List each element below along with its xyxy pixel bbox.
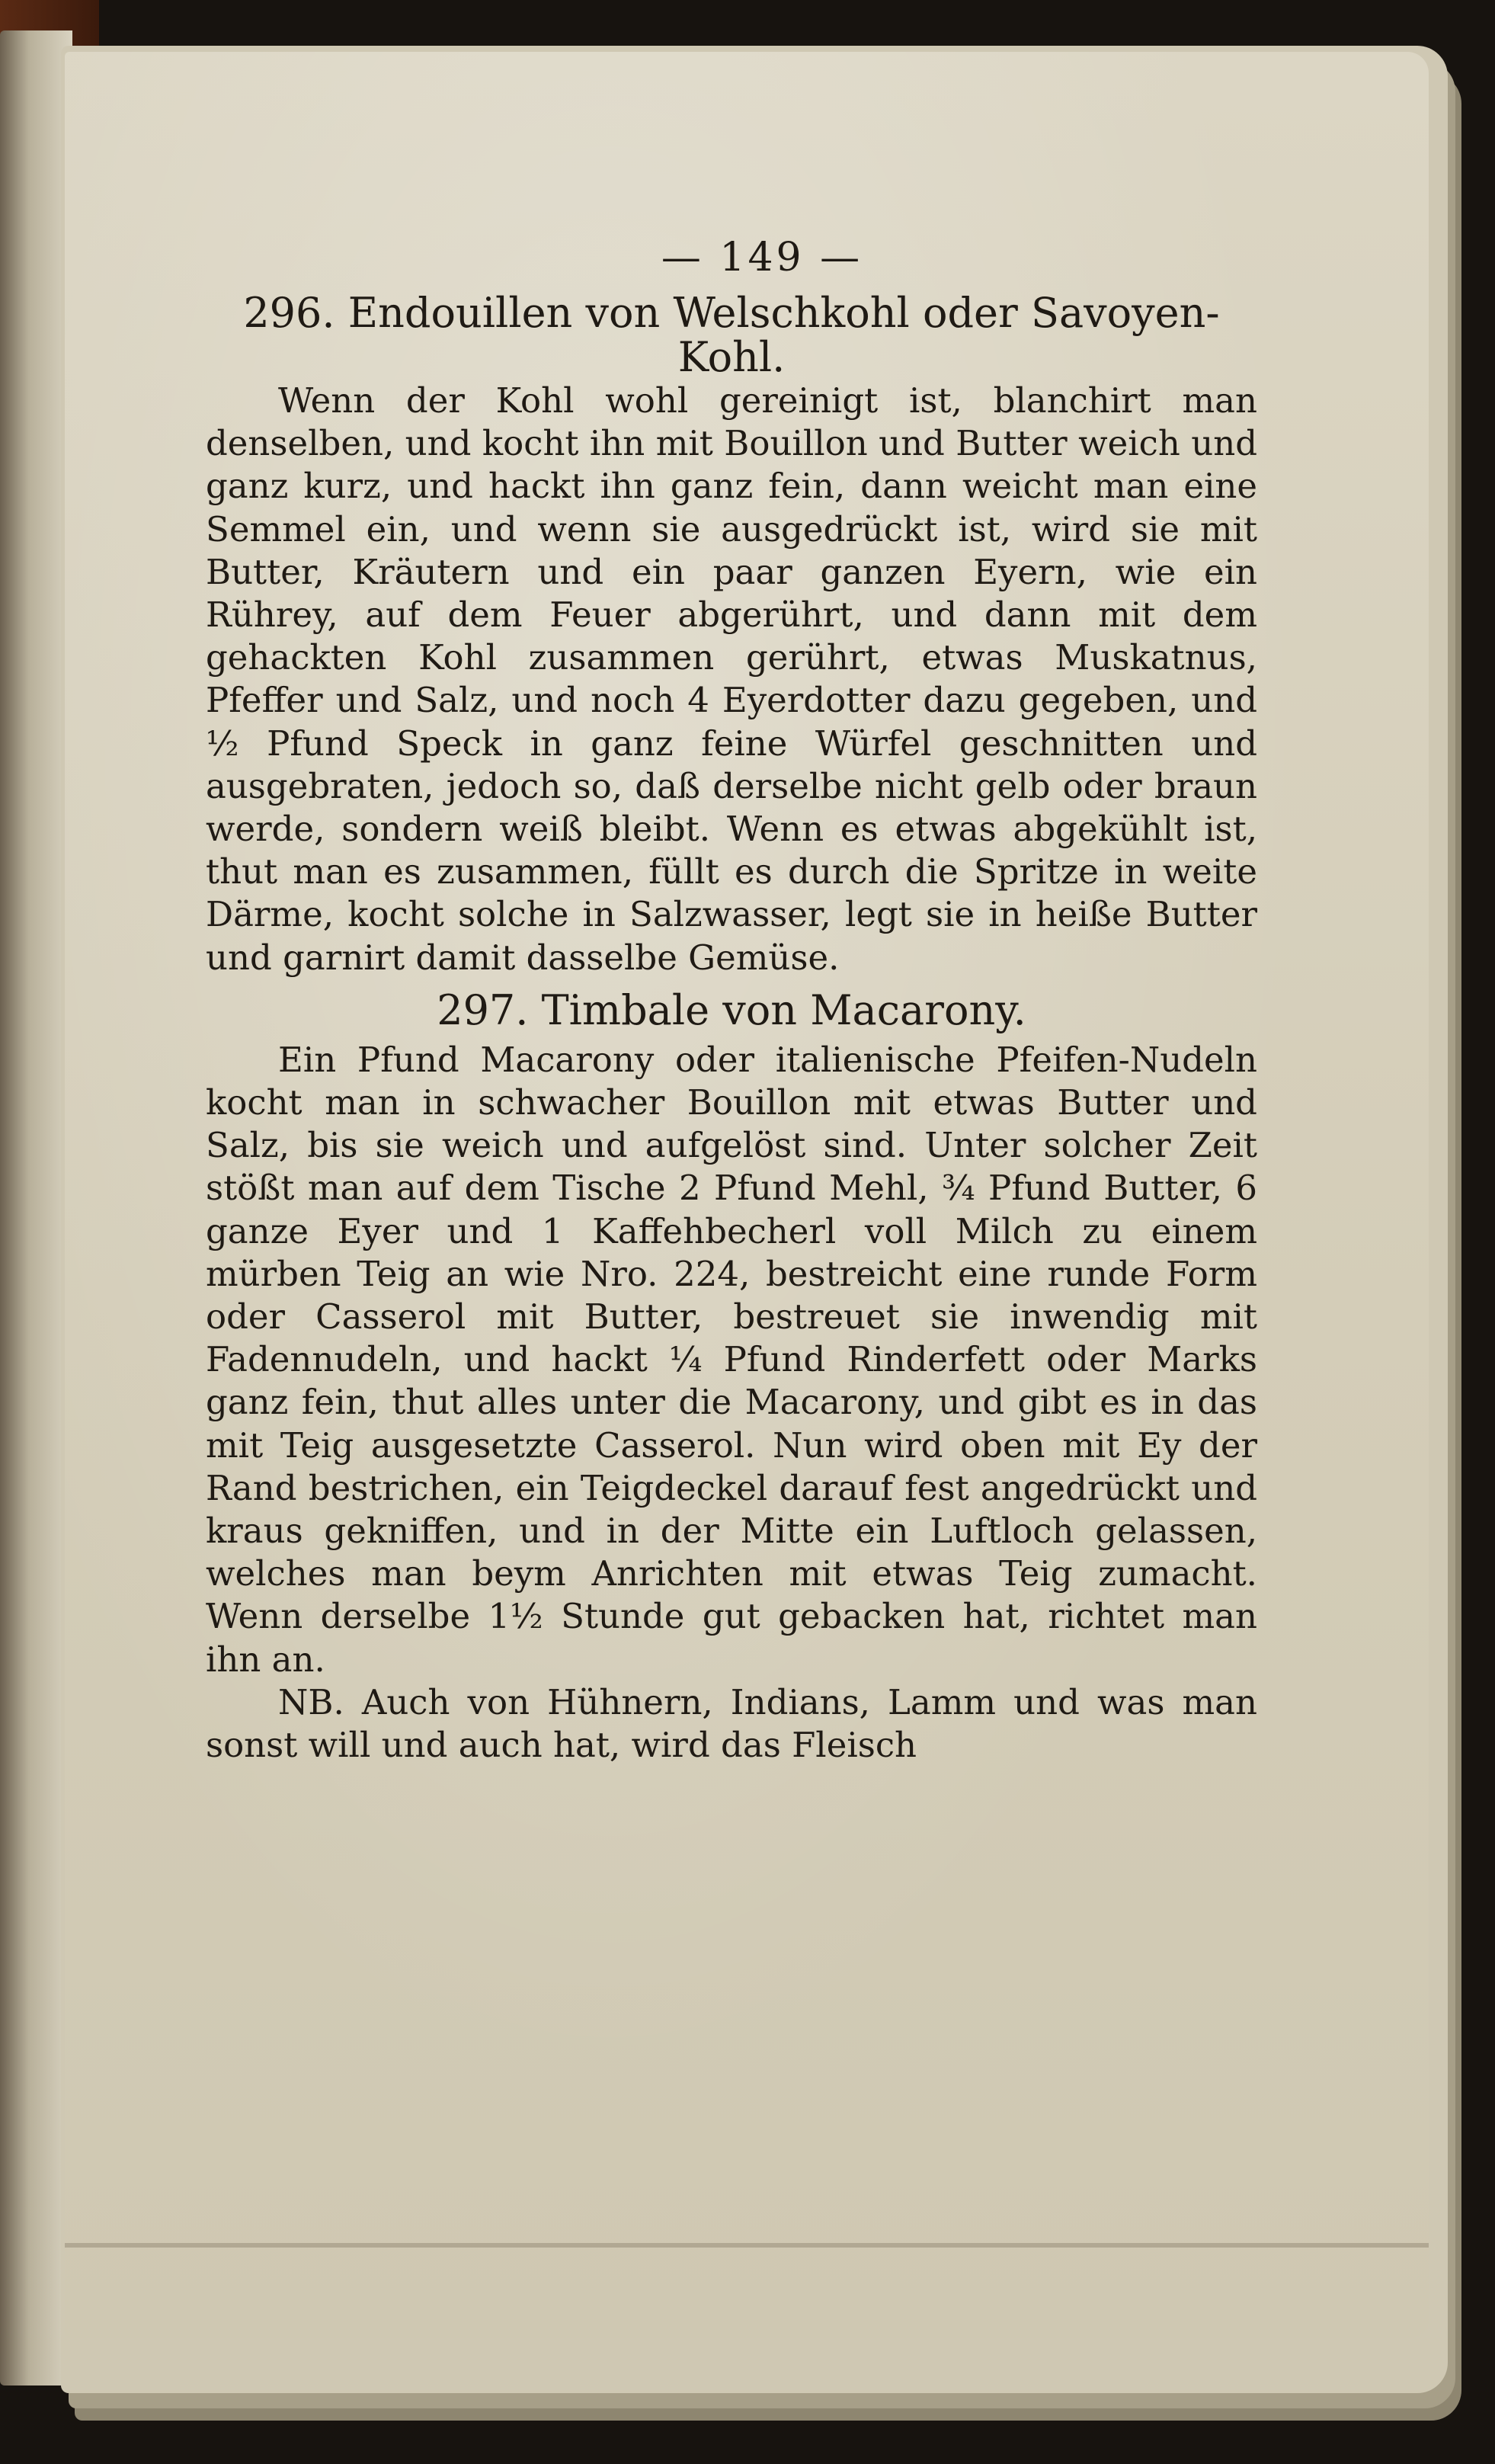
- recipe-paragraph-297: Ein Pfund Macarony oder italienische Pfeifen-Nudeln kocht man in schwacher Bouillon mit etwas Butter und Salz, bis sie weich und aufgelöst sind. Unter solcher Zeit stößt man auf dem Tische 2 Pfund Mehl, ¾ Pfund Butter, 6 ganze Eyer und 1 Kaffehbecherl voll Milch zu einem mürben Teig an wie Nro. 224, bestreicht eine runde Form oder Casserol mit Butter, bestreuet sie inwendig mit Fadennudeln, und hackt ¼ Pfund Rinderfett oder Marks ganz fein, thut alles unter die Macarony, und gibt es in das mit Teig ausgesetzte Casserol. Nun wird oben mit Ey der Rand bestrichen, ein Teigdeckel darauf fest angedrückt und kraus gekniffen, und in der Mitte ein Luftloch gelassen, welches man beym Anrichten mit etwas Teig zumacht. Wenn derselbe 1½ Stunde gut gebacken hat, richtet man ihn an.: [206, 1039, 1257, 1680]
- book-page: [65, 52, 1429, 2338]
- page-fold-line: [65, 2243, 1429, 2248]
- page-number: — 149 —: [661, 235, 863, 280]
- page-text-block: [206, 227, 1257, 1767]
- recipe-paragraph-296: Wenn der Kohl wohl gereinigt ist, blanchirt man denselben, und kocht ihn mit Bouillon und Butter weich und ganz kurz, und hackt ihn ganz fein, dann weicht man eine Semmel ein, und wenn sie ausgedrückt ist, wird sie mit Butter, Kräutern und ein paar ganzen Eyern, wie ein Rührey, auf dem Feuer abgerührt, und dann mit dem gehackten Kohl zusammen gerührt, etwas Muskatnus, Pfeffer und Salz, und noch 4 Eyerdotter dazu gegeben, und ½ Pfund Speck in ganz feine Würfel geschnitten und ausgebraten, jedoch so, daß derselbe nicht gelb oder braun werde, sondern weiß bleibt. Wenn es etwas abgekühlt ist, thut man es zusammen, füllt es durch die Spritze in weite Därme, kocht solche in Salzwasser, legt sie in heiße Butter und garnirt damit dasselbe Gemüse.: [206, 380, 1257, 978]
- recipe-heading-296: 296. Endouillen von Welschkohl oder Savoyen-Kohl.: [243, 289, 1220, 381]
- recipe-note-nb: NB. Auch von Hühnern, Indians, Lamm und was man sonst will und auch hat, wird das Fleisch: [206, 1681, 1257, 1766]
- recipe-heading-297: 297. Timbale von Macarony.: [437, 985, 1026, 1034]
